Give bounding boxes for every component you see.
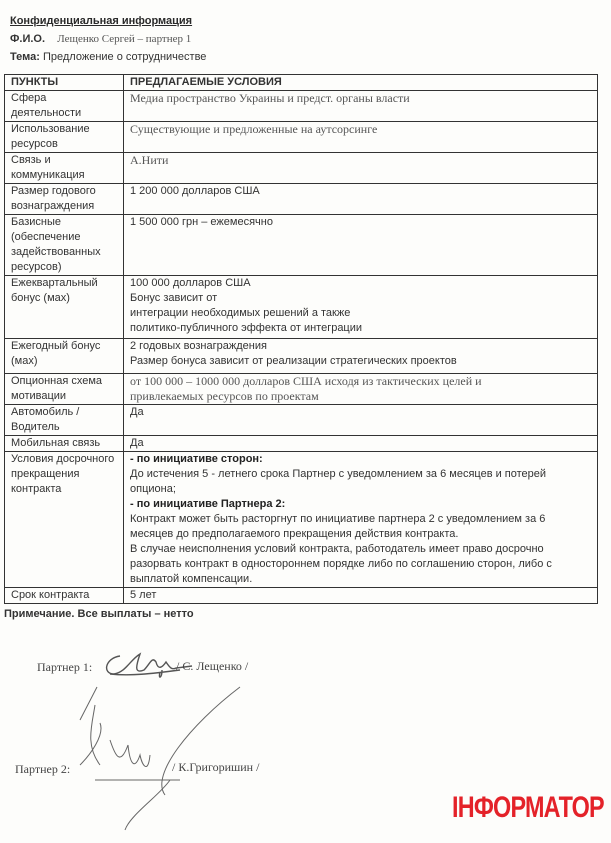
table-row bbox=[5, 405, 598, 436]
table-row bbox=[5, 153, 598, 184]
value-line: - по инициативе Партнера 2: bbox=[130, 498, 286, 510]
note: Примечание. Все выплаты – нетто bbox=[4, 608, 194, 620]
row-label: Ежегодный бонус (мах) bbox=[5, 339, 124, 374]
table-row bbox=[5, 588, 598, 604]
row-label: Размер годового вознаграждения bbox=[5, 184, 124, 215]
fio-label: Ф.И.О. bbox=[10, 33, 46, 45]
table-row bbox=[5, 91, 598, 122]
partner2-name: / К.Григоришин / bbox=[172, 760, 260, 774]
value-line: Контракт может быть расторгнут по инициативе партнера 2 с уведомлением за 6 месяцев до предполагаемого прекращения действия контракта. bbox=[130, 513, 546, 540]
table-row bbox=[5, 276, 598, 339]
table-row bbox=[5, 122, 598, 153]
value-line: 1 500 000 грн – ежемесячно bbox=[130, 216, 273, 228]
value-line: Размер бонуса зависит от реализации стратегических проектов bbox=[130, 355, 457, 367]
value-line: В случае неисполнения условий контракта, работодатель имеет право досрочно разорвать контракт в одностороннем порядке либо по соглашению сторон, либо с выплатой компенсации. bbox=[130, 543, 552, 585]
value-line: - по инициативе сторон: bbox=[130, 453, 263, 465]
table-row bbox=[5, 374, 598, 405]
row-value bbox=[124, 452, 598, 588]
value-line: Медиа пространство Украины и предст. органы власти bbox=[130, 91, 410, 105]
table-row bbox=[5, 452, 598, 588]
table-header-row bbox=[5, 75, 598, 91]
topic-value: Предложение о сотрудничестве bbox=[42, 51, 207, 63]
partner1-label: Партнер 1: bbox=[37, 660, 93, 674]
value-line: 100 000 долларов США bbox=[130, 277, 251, 289]
row-value bbox=[124, 436, 598, 452]
column-header-items: ПУНКТЫ bbox=[5, 75, 124, 91]
row-value bbox=[124, 122, 598, 153]
row-value bbox=[124, 184, 598, 215]
value-line: привлекаемых ресурсов по проектам bbox=[130, 389, 319, 403]
table-row bbox=[5, 436, 598, 452]
row-value bbox=[124, 153, 598, 184]
value-line: политико-публичного эффекта от интеграции bbox=[130, 322, 363, 334]
row-value bbox=[124, 276, 598, 339]
row-value bbox=[124, 215, 598, 276]
column-header-conditions: ПРЕДЛАГАЕМЫЕ УСЛОВИЯ bbox=[124, 75, 598, 91]
value-line: А.Нити bbox=[130, 153, 169, 167]
row-value bbox=[124, 405, 598, 436]
row-label: Условия досрочного прекращения контракта bbox=[5, 452, 124, 588]
row-label: Использование ресурсов bbox=[5, 122, 124, 153]
value-line: Да bbox=[130, 406, 144, 418]
row-label: Базисные (обеспечение задействованных ресурсов) bbox=[5, 215, 124, 276]
partner1-name: / С. Лещенко / bbox=[176, 659, 249, 673]
table-row bbox=[5, 215, 598, 276]
row-label: Связь и коммуникация bbox=[5, 153, 124, 184]
row-label: Автомобиль /Водитель bbox=[5, 405, 124, 436]
table-and-note bbox=[4, 74, 598, 621]
value-line: 1 200 000 долларов США bbox=[130, 185, 260, 197]
value-line: Бонус зависит от bbox=[130, 292, 218, 304]
row-label: Срок контракта bbox=[5, 588, 124, 604]
value-line: 2 годовых вознаграждения bbox=[130, 340, 267, 352]
terms-table bbox=[4, 74, 598, 604]
value-line: интеграции необходимых решений а также bbox=[130, 307, 351, 319]
topic-label: Тема: bbox=[10, 51, 40, 63]
fio-line bbox=[10, 32, 191, 46]
partner2-label: Партнер 2: bbox=[15, 762, 71, 776]
row-label: Опционная схема мотивации bbox=[5, 374, 124, 405]
row-value bbox=[124, 588, 598, 604]
topic-line bbox=[10, 50, 206, 64]
value-line: от 100 000 – 1000 000 долларов США исходя из тактических целей и bbox=[130, 374, 482, 388]
value-line: Существующие и предложенные на аутсорсинге bbox=[130, 122, 378, 136]
confidential-heading: Конфиденциальная информация bbox=[10, 15, 193, 27]
fio-value: Лещенко Сергей – партнер 1 bbox=[57, 33, 192, 45]
value-line: Да bbox=[130, 437, 144, 449]
row-value bbox=[124, 339, 598, 374]
row-value bbox=[124, 91, 598, 122]
row-label: Мобильная связь bbox=[5, 436, 124, 452]
row-value bbox=[124, 374, 598, 405]
table-row bbox=[5, 339, 598, 374]
value-line: 5 лет bbox=[130, 589, 157, 601]
informator-logo: ІНФОРМАТОР bbox=[452, 791, 604, 824]
value-line: До истечения 5 - летнего срока Партнер с уведомлением за 6 месяцев и потерей опциона; bbox=[130, 468, 547, 495]
row-label: Сфера деятельности bbox=[5, 91, 124, 122]
table-row bbox=[5, 184, 598, 215]
row-label: Ежеквартальный бонус (мах) bbox=[5, 276, 124, 339]
